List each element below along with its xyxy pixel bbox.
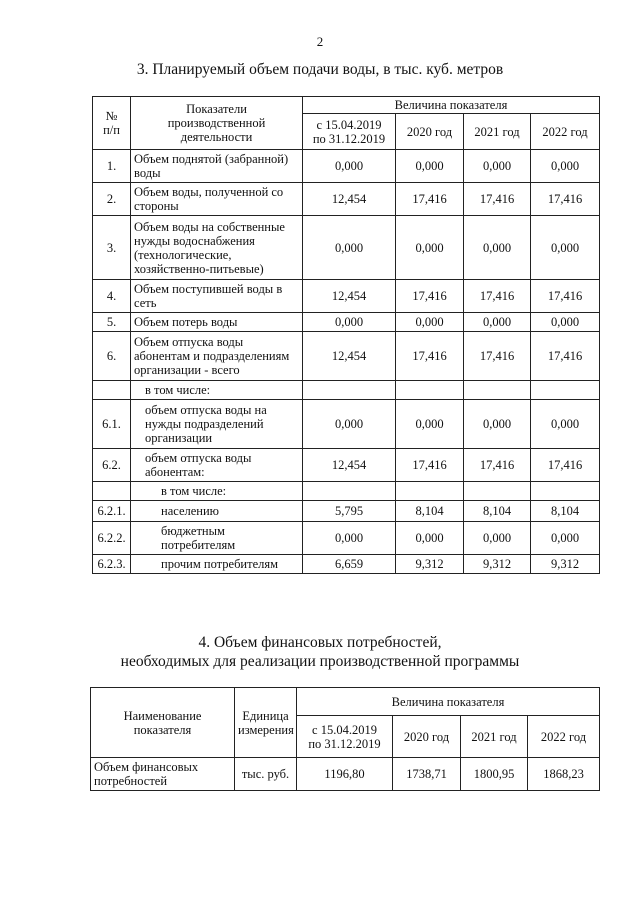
- header-value: Величина показателя: [297, 688, 600, 716]
- header-period: 2020 год: [393, 716, 461, 758]
- row-value: 17,416: [464, 449, 531, 482]
- table-row: [93, 216, 600, 280]
- row-indicator-name: Объем поднятой (забранной) воды: [131, 150, 303, 183]
- section-4-title-line-2: необходимых для реализации производственной программы: [120, 653, 520, 670]
- header-indicator: Показатели производственной деятельности: [131, 97, 303, 150]
- row-value: 1800,95: [461, 758, 528, 791]
- table-row: [93, 449, 600, 482]
- table-row: [93, 313, 600, 332]
- row-value: 0,000: [396, 522, 464, 555]
- row-value: [531, 482, 600, 501]
- financial-needs-table: [90, 687, 600, 791]
- header-value: Величина показателя: [303, 97, 600, 114]
- row-number: 5.: [93, 313, 131, 332]
- row-value: 9,312: [396, 555, 464, 574]
- table-row: [93, 183, 600, 216]
- row-number: 1.: [93, 150, 131, 183]
- row-indicator-name: в том числе:: [131, 381, 303, 400]
- row-number: 6.1.: [93, 400, 131, 449]
- header-period: 2021 год: [461, 716, 528, 758]
- row-indicator-name: Объем отпуска воды абонентам и подразделениям организации - всего: [131, 332, 303, 381]
- row-value: [531, 381, 600, 400]
- row-value: 17,416: [531, 332, 600, 381]
- row-value: 0,000: [303, 216, 396, 280]
- row-number: 6.: [93, 332, 131, 381]
- row-value: 0,000: [396, 313, 464, 332]
- row-value: 0,000: [303, 400, 396, 449]
- table-row: [93, 381, 600, 400]
- table-row: [93, 522, 600, 555]
- header-period: 2020 год: [396, 114, 464, 150]
- row-value: 5,795: [303, 501, 396, 522]
- row-value: 17,416: [464, 332, 531, 381]
- row-indicator-name: Объем воды, полученной со стороны: [131, 183, 303, 216]
- row-number: 3.: [93, 216, 131, 280]
- row-number: 4.: [93, 280, 131, 313]
- row-number: 6.2.3.: [93, 555, 131, 574]
- table-row: [93, 332, 600, 381]
- row-number: 2.: [93, 183, 131, 216]
- row-value: 0,000: [396, 400, 464, 449]
- row-value: 0,000: [531, 150, 600, 183]
- header-unit: Единица измерения: [235, 688, 297, 758]
- row-indicator-name: бюджетным потребителям: [131, 522, 303, 555]
- row-value: 17,416: [396, 449, 464, 482]
- table-row: [93, 280, 600, 313]
- row-value: [303, 381, 396, 400]
- row-value: 17,416: [396, 280, 464, 313]
- header-period: 2021 год: [464, 114, 531, 150]
- row-value: 0,000: [531, 400, 600, 449]
- row-number: 6.2.1.: [93, 501, 131, 522]
- row-value: 9,312: [531, 555, 600, 574]
- row-unit: тыс. руб.: [235, 758, 297, 791]
- table-row: [91, 758, 600, 791]
- header-period: с 15.04.2019 по 31.12.2019: [303, 114, 396, 150]
- page-number: 2: [316, 34, 324, 49]
- table-header-row: [93, 97, 600, 114]
- row-indicator-name: населению: [131, 501, 303, 522]
- row-indicator-name: Объем поступившей воды в сеть: [131, 280, 303, 313]
- row-value: 8,104: [531, 501, 600, 522]
- row-value: 17,416: [531, 280, 600, 313]
- row-value: 12,454: [303, 280, 396, 313]
- row-indicator-name: прочим потребителям: [131, 555, 303, 574]
- row-value: 1738,71: [393, 758, 461, 791]
- header-name: Наименование показателя: [91, 688, 235, 758]
- row-value: 0,000: [531, 313, 600, 332]
- row-value: 0,000: [396, 216, 464, 280]
- row-value: 17,416: [531, 183, 600, 216]
- row-number: [93, 482, 131, 501]
- table-row: [93, 555, 600, 574]
- row-value: 6,659: [303, 555, 396, 574]
- row-indicator-name: Объем финансовых потребностей: [91, 758, 235, 791]
- table-row: [93, 150, 600, 183]
- row-number: [93, 381, 131, 400]
- row-value: [464, 482, 531, 501]
- row-value: 12,454: [303, 332, 396, 381]
- row-value: 17,416: [464, 280, 531, 313]
- row-value: 12,454: [303, 449, 396, 482]
- section-4-title: [0, 633, 640, 671]
- row-value: 9,312: [464, 555, 531, 574]
- table-row: [93, 400, 600, 449]
- header-period: с 15.04.2019 по 31.12.2019: [297, 716, 393, 758]
- row-value: 0,000: [464, 400, 531, 449]
- row-value: 17,416: [531, 449, 600, 482]
- row-value: 17,416: [464, 183, 531, 216]
- row-indicator-name: в том числе:: [131, 482, 303, 501]
- row-value: 0,000: [464, 522, 531, 555]
- row-value: 17,416: [396, 183, 464, 216]
- row-number: 6.2.2.: [93, 522, 131, 555]
- row-value: [303, 482, 396, 501]
- header-period: 2022 год: [528, 716, 600, 758]
- header-period: 2022 год: [531, 114, 600, 150]
- row-value: 0,000: [303, 150, 396, 183]
- row-indicator-name: объем отпуска воды на нужды подразделений организации: [131, 400, 303, 449]
- row-value: 17,416: [396, 332, 464, 381]
- section-4-title-line-1: 4. Объем финансовых потребностей,: [198, 634, 442, 651]
- row-value: 1868,23: [528, 758, 600, 791]
- header-number: № п/п: [93, 97, 131, 150]
- row-value: 0,000: [464, 150, 531, 183]
- row-value: 0,000: [303, 522, 396, 555]
- table-header-row: [91, 688, 600, 716]
- table-row: [93, 501, 600, 522]
- row-value: 0,000: [303, 313, 396, 332]
- row-value: [464, 381, 531, 400]
- row-indicator-name: объем отпуска воды абонентам:: [131, 449, 303, 482]
- row-value: 0,000: [396, 150, 464, 183]
- row-value: 0,000: [464, 313, 531, 332]
- row-indicator-name: Объем воды на собственные нужды водоснабжения (технологические, хозяйственно-питьевые): [131, 216, 303, 280]
- row-value: 12,454: [303, 183, 396, 216]
- row-value: 1196,80: [297, 758, 393, 791]
- row-indicator-name: Объем потерь воды: [131, 313, 303, 332]
- section-3-title: 3. Планируемый объем подачи воды, в тыс. куб. метров: [136, 61, 504, 78]
- table-row: [93, 482, 600, 501]
- row-value: [396, 381, 464, 400]
- row-value: 0,000: [464, 216, 531, 280]
- row-value: [396, 482, 464, 501]
- water-supply-table: [92, 96, 600, 574]
- row-value: 8,104: [396, 501, 464, 522]
- row-value: 0,000: [531, 216, 600, 280]
- row-value: 0,000: [531, 522, 600, 555]
- row-number: 6.2.: [93, 449, 131, 482]
- row-value: 8,104: [464, 501, 531, 522]
